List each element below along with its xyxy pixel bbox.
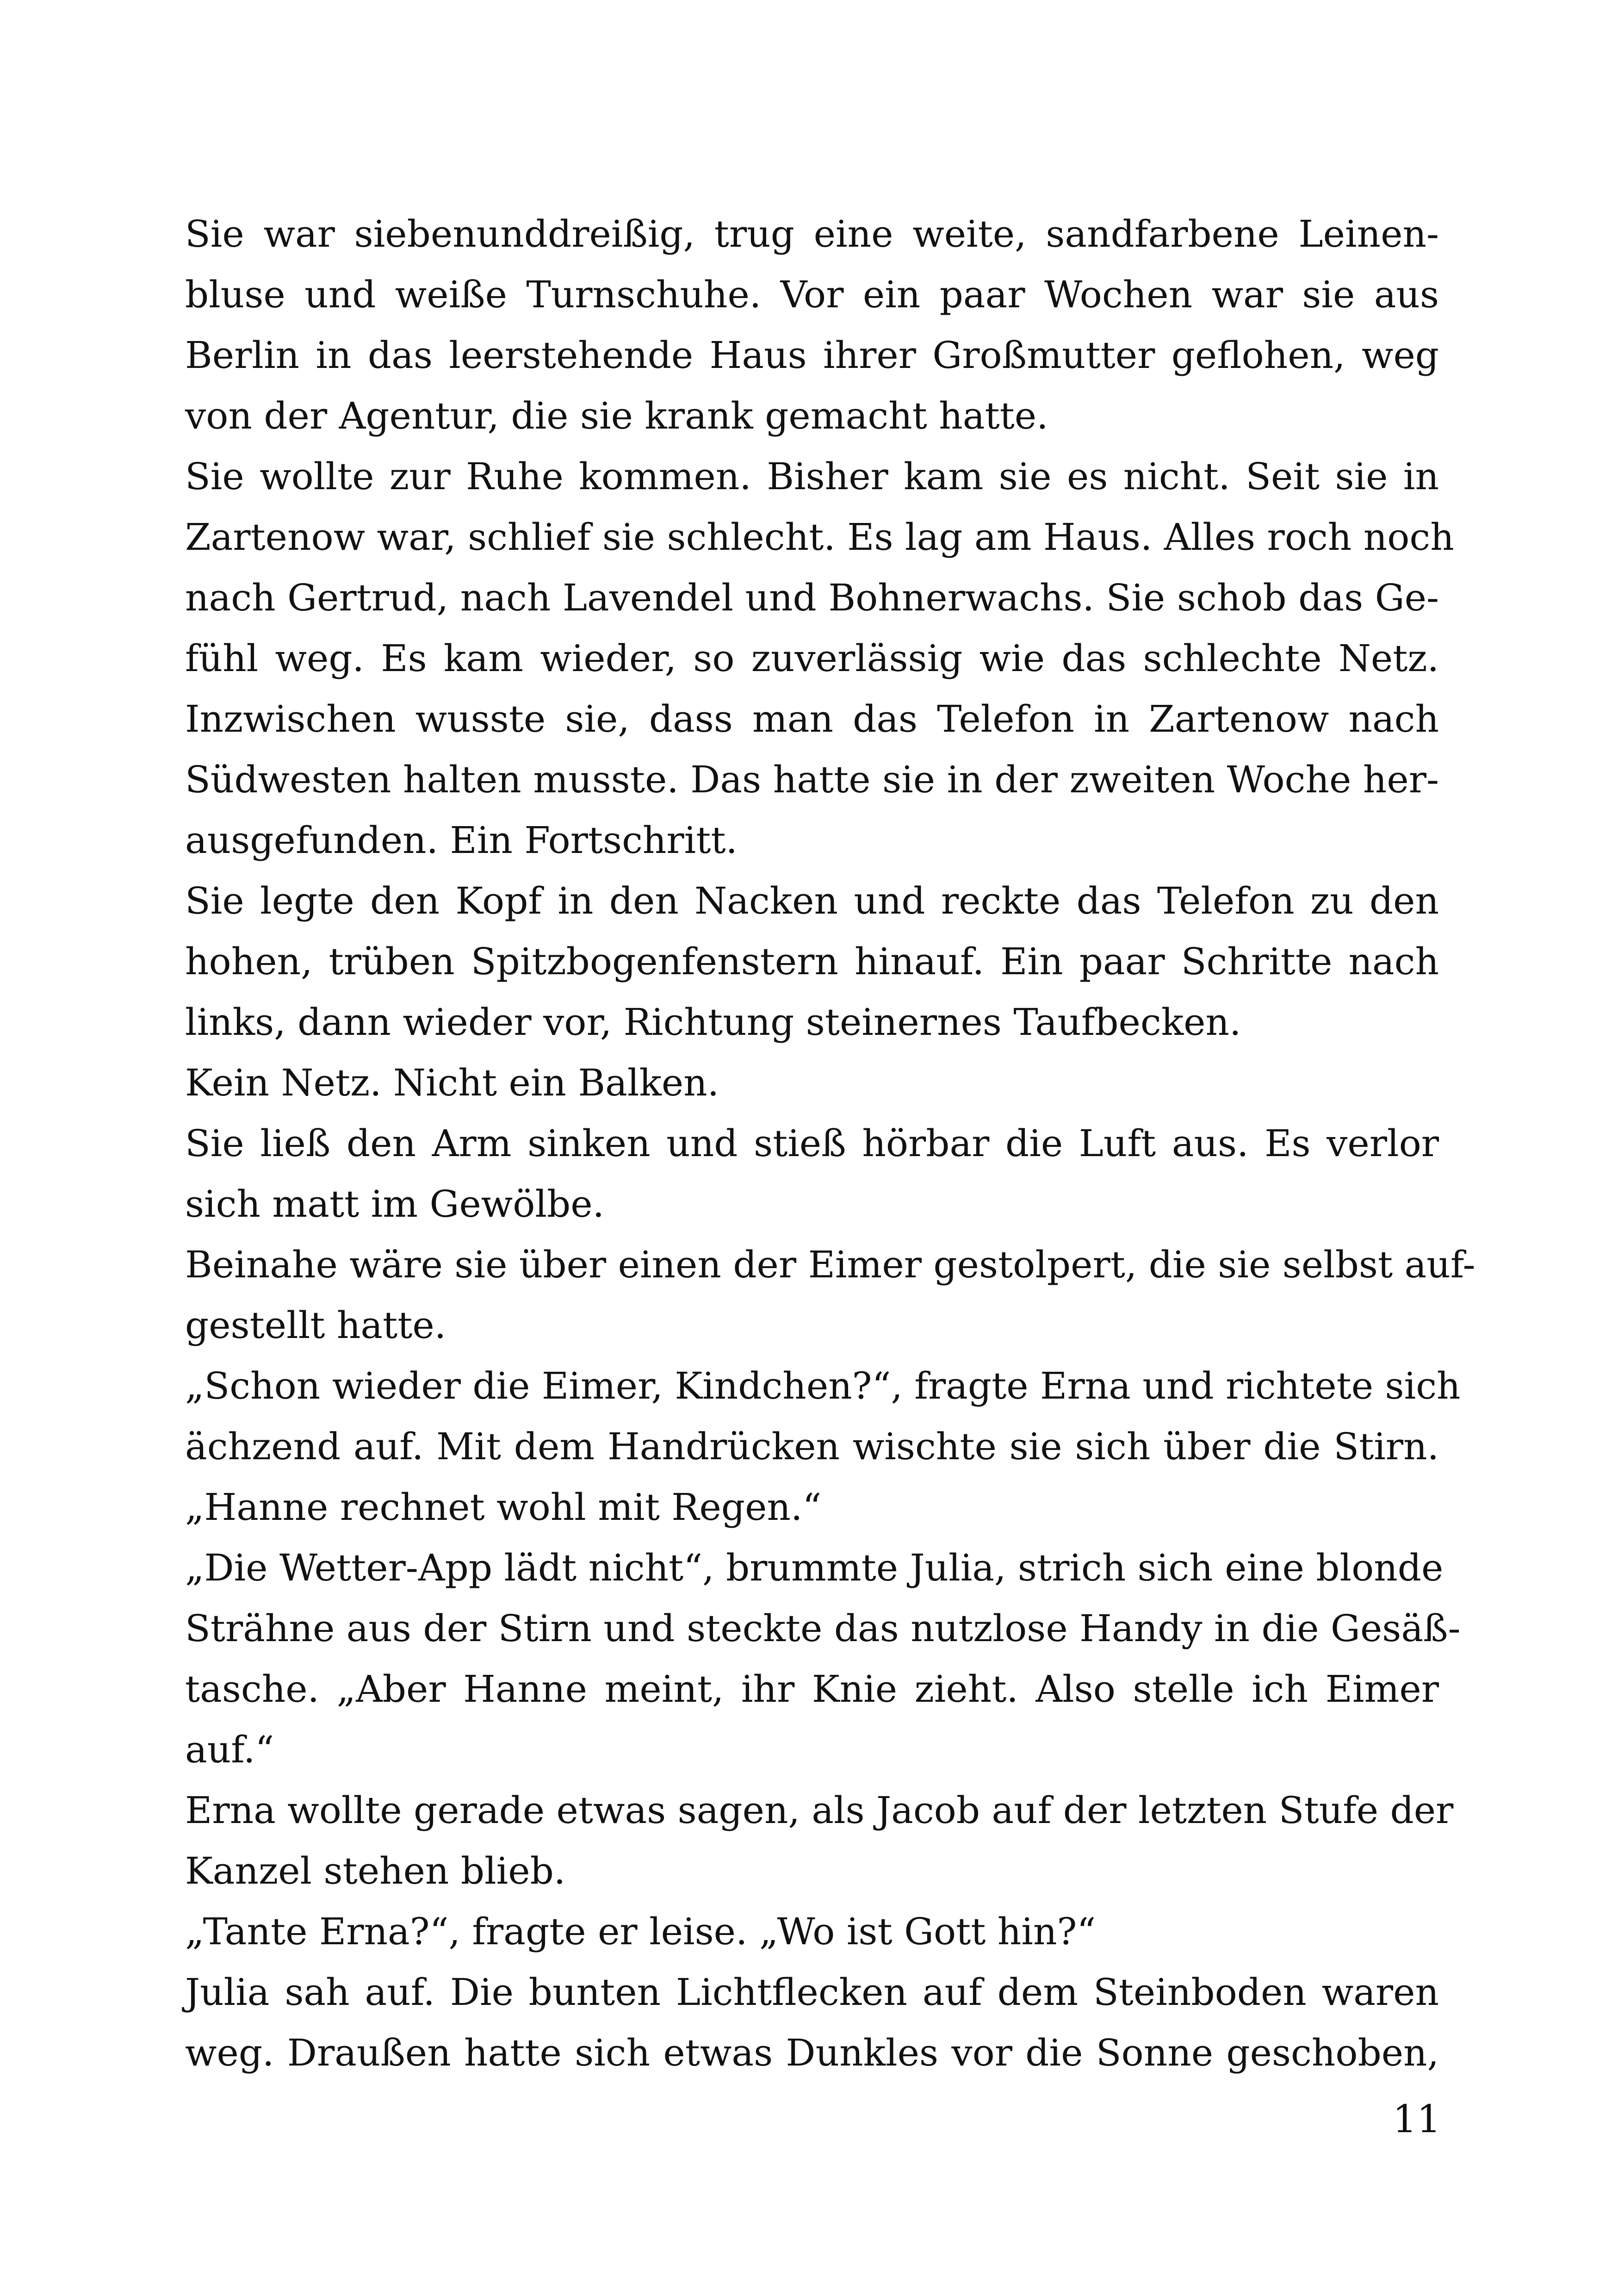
paragraph (185, 1113, 1439, 1234)
text-line: sich matt im Gewölbe. (185, 1182, 605, 1226)
text-line: „Tante Erna?“, fragte er leise. „Wo ist Gott hin?“ (185, 1910, 1096, 1953)
page-number: 11 (1393, 2097, 1441, 2141)
text-line: Strähne aus der Stirn und steckte das nutzlose Handy in die Gesäß- (185, 1607, 1461, 1650)
text-line: Sie legte den Kopf in den Nacken und reckte das Telefon zu den (185, 879, 1439, 922)
paragraph (185, 871, 1439, 1052)
text-line: ausgefunden. Ein Fortschritt. (185, 819, 738, 862)
paragraph (185, 1962, 1439, 2083)
text-line: Sie ließ den Arm sinken und stieß hörbar die Luft aus. Es verlor (185, 1122, 1439, 1165)
text-line: „Hanne rechnet wohl mit Regen.“ (185, 1486, 822, 1529)
text-line: weg. Draußen hatte sich etwas Dunkles vor die Sonne geschoben, (185, 2031, 1439, 2074)
text-line: „Schon wieder die Eimer, Kindchen?“, fragte Erna und richtete sich (185, 1364, 1461, 1407)
text-line: bluse und weiße Turnschuhe. Vor ein paar Wochen war sie aus (185, 273, 1439, 316)
text-line: nach Gertrud, nach Lavendel und Bohnerwachs. Sie schob das Ge- (185, 576, 1439, 619)
text-line: Berlin in das leerstehende Haus ihrer Großmutter geflohen, weg (185, 334, 1439, 377)
paragraph (185, 1356, 1461, 1537)
text-line: Inzwischen wusste sie, dass man das Telefon in Zartenow nach (185, 697, 1439, 740)
text-line: Südwesten halten musste. Das hatte sie in der zweiten Woche her- (185, 758, 1439, 801)
body-text (185, 204, 1475, 2083)
text-line: ächzend auf. Mit dem Handrücken wischte sie sich über die Stirn. (185, 1425, 1439, 1468)
text-line: fühl weg. Es kam wieder, so zuverlässig wie das schlechte Netz. (185, 637, 1439, 680)
text-line: Sie war siebenunddreißig, trug eine weite, sandfarbene Leinen- (185, 212, 1439, 255)
text-line: gestellt hatte. (185, 1304, 446, 1347)
text-line: Sie wollte zur Ruhe kommen. Bisher kam sie es nicht. Seit sie in (185, 455, 1439, 498)
text-line: Erna wollte gerade etwas sagen, als Jacob auf der letzten Stufe der (185, 1789, 1454, 1832)
paragraph (185, 1901, 1439, 1962)
text-line: Zartenow war, schlief sie schlecht. Es lag am Haus. Alles roch noch (185, 516, 1454, 559)
paragraph (185, 1537, 1461, 1780)
paragraph (185, 1780, 1454, 1901)
text-line: Beinahe wäre sie über einen der Eimer gestolpert, die sie selbst auf- (185, 1243, 1475, 1286)
paragraph (185, 204, 1439, 446)
text-line: tasche. „Aber Hanne meint, ihr Knie zieht. Also stelle ich Eimer (185, 1668, 1439, 1711)
text-line: von der Agentur, die sie krank gemacht hatte. (185, 394, 1048, 437)
text-line: Kanzel stehen blieb. (185, 1849, 566, 1892)
text-line: links, dann wieder vor, Richtung steinernes Taufbecken. (185, 1001, 1241, 1044)
paragraph (185, 1052, 1439, 1113)
text-line: hohen, trüben Spitzbogenfenstern hinauf. Ein paar Schritte nach (185, 940, 1439, 983)
paragraph (185, 1234, 1475, 1356)
paragraph (185, 446, 1454, 871)
text-line: „Die Wetter-App lädt nicht“, brummte Julia, strich sich eine blonde (185, 1546, 1444, 1589)
text-line: auf.“ (185, 1728, 274, 1771)
text-line: Kein Netz. Nicht ein Balken. (185, 1061, 719, 1104)
text-line: Julia sah auf. Die bunten Lichtflecken auf dem Steinboden waren (185, 1971, 1439, 2014)
